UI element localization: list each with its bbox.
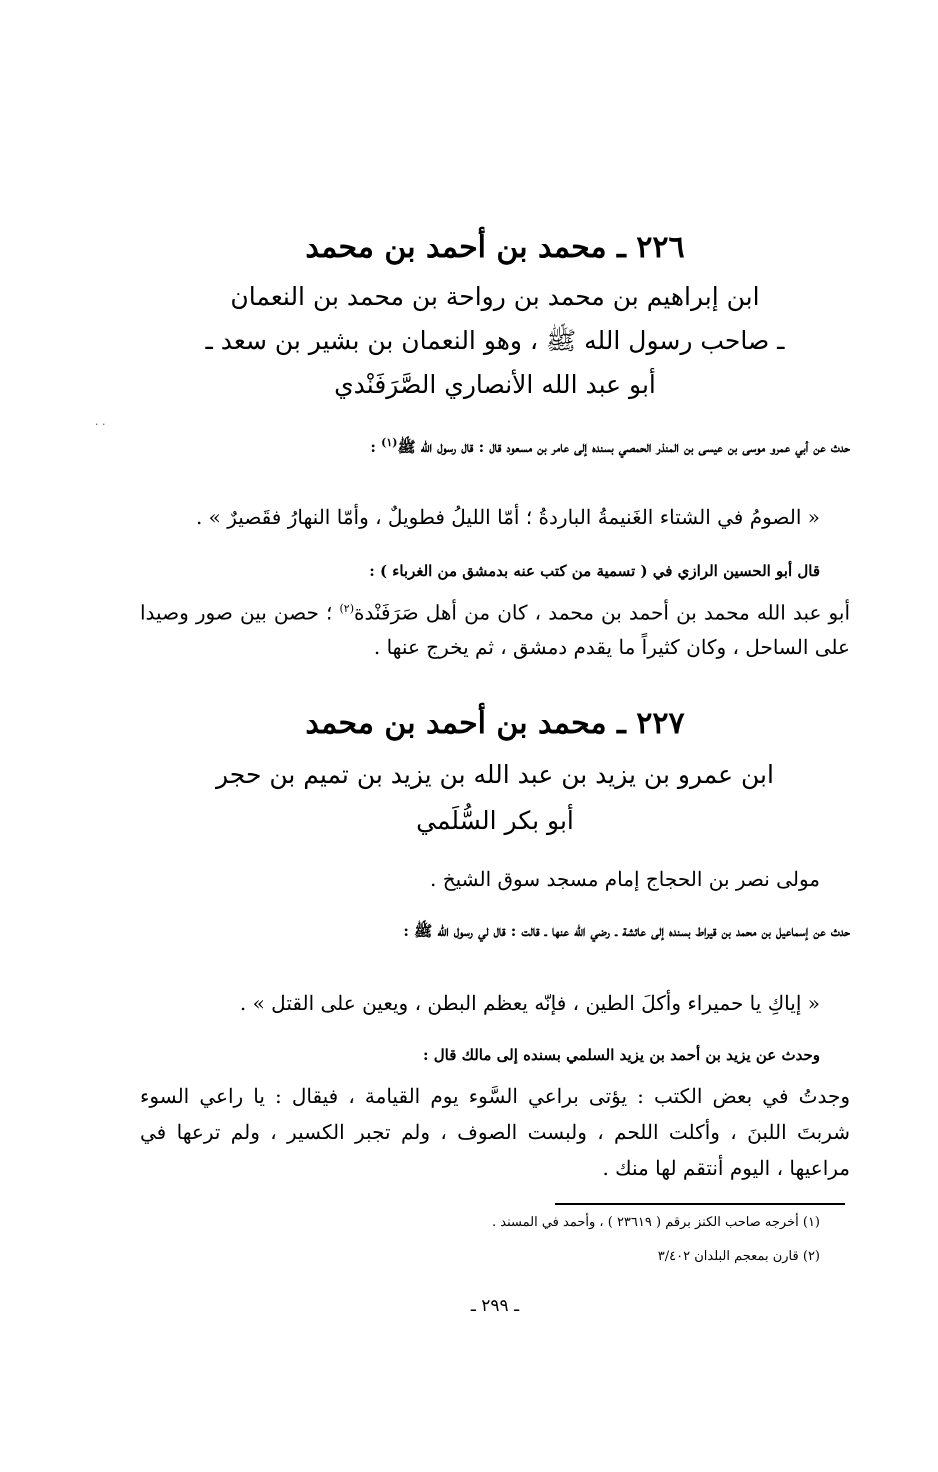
entry-227-mawla: مولى نصر بن الحجاج إمام مسجد سوق الشيخ .: [430, 867, 820, 891]
entry-226-title: ٢٢٦ ـ محمد بن أحمد بن محمد: [305, 230, 685, 265]
scan-speck: · ·: [95, 418, 106, 431]
footnote-ref-2: (٢): [339, 602, 355, 615]
entry-227-hadith: « إياكِ يا حميراء وأكلَ الطين ، فإنّه يعظم البطن ، ويعين على القتل » .: [239, 991, 820, 1015]
entry-226-isnad: [140, 430, 850, 460]
isnad-text: حدث عن أبي عمرو موسى بن عيسى بن المنذر الحمصي بسنده إلى عامر بن مسعود قال : قال رسول الله ﷺ: [397, 438, 850, 456]
entry-226-razi-text: [140, 592, 850, 664]
entry-227-isnad: حدث عن إسماعيل بن محمد بن قيراط بسنده إلى عائشة ـ رضي الله عنها ـ قالت : قال لي رسول الله ﷺ :: [403, 922, 850, 940]
footnote-ref-1: (١): [381, 436, 398, 449]
footnote-1: (١) أخرجه صاحب الكنز برقم ( ٢٣٦١٩ ) ، وأحمد في المسند .: [491, 1215, 820, 1230]
page-number: ـ ٢٩٩ ـ: [470, 1296, 520, 1316]
entry-226-hadith: « الصومُ في الشتاء الغَنيمةُ الباردةُ ؛ أمّا الليلُ فطويلٌ ، وأمّا النهارُ فقَصيرٌ » .: [195, 505, 820, 529]
entry-227-lineage: ابن عمرو بن يزيد بن عبد الله بن يزيد بن تميم بن حجر: [216, 760, 774, 789]
entry-226-lineage-line2: ـ صاحب رسول الله ﷺ ، وهو النعمان بن بشير بن سعد ـ: [205, 326, 785, 355]
razi-text-b: ؛ حصن بين صور وصيدا على الساحل ، وكان كثيراً ما يقدم دمشق ، ثم يخرج عنها .: [140, 600, 850, 659]
entry-227-kunya: أبو بكر السُّلَمي: [416, 806, 574, 835]
footnote-2: (٢) قارن بمعجم البلدان ٣/٤٠٢: [657, 1249, 820, 1264]
entry-227-isnad-malik: وحدث عن يزيد بن أحمد بن يزيد السلمي بسنده إلى مالك قال :: [422, 1046, 820, 1064]
entry-227-athar: وجدتُ في بعض الكتب : يؤتى براعي السَّوء يوم القيامة ، فيقال : يا راعي السوء شربتَ اللبنَ ، وأكلت اللحم ، ولبست الصوف ، ولم تجبر الكسير ، ولم ترعها في مراعيها ، اليوم أنتقم لها منك .: [140, 1084, 850, 1180]
entry-226-razi-intro: قال أبو الحسين الرازي في ( تسمية من كتب عنه بدمشق من الغرباء ) :: [369, 562, 820, 580]
razi-text-a: أبو عبد الله محمد بن أحمد بن محمد ، كان من أهل صَرَفَنْدة: [354, 600, 851, 625]
entry-226-lineage-line1: ابن إبراهيم بن محمد بن رواحة بن محمد بن النعمان: [230, 282, 760, 311]
isnad-colon: :: [370, 438, 382, 456]
entry-226-kunya: أبو عبد الله الأنصاري الصَّرَفَنْدي: [334, 370, 656, 399]
footnote-separator: [555, 1203, 845, 1205]
entry-227-title: ٢٢٧ ـ محمد بن أحمد بن محمد: [305, 706, 685, 741]
